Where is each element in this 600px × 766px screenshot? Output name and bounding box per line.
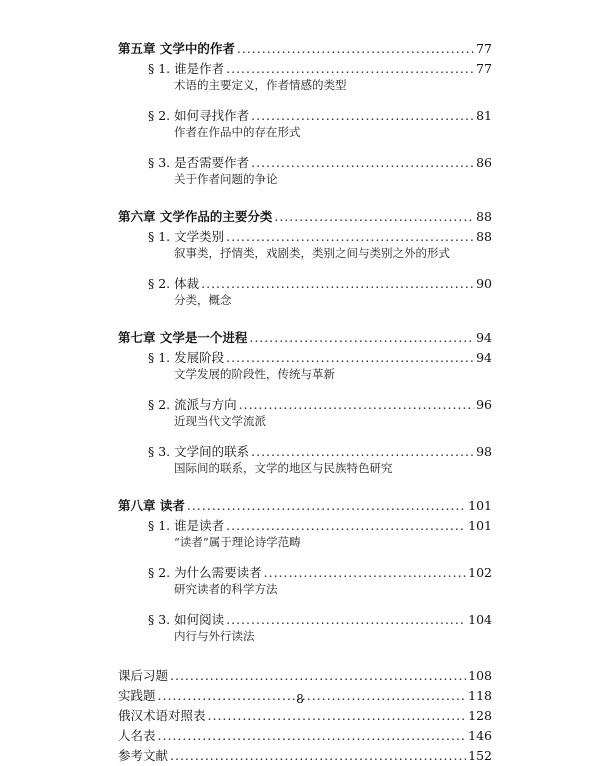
- dot-leader: [201, 275, 474, 292]
- entry-page: 118: [468, 688, 492, 703]
- entry-title: 参考文献: [118, 748, 169, 763]
- back-matter-entry[interactable]: [118, 746, 492, 766]
- section-description: 叙事类，抒情类，戏剧类，类别之间与类别之外的形式: [174, 246, 450, 260]
- entry-page: 108: [468, 668, 492, 683]
- section-title: § 3. 如何阅读: [148, 612, 225, 627]
- chapter-title: 第八章 读者: [118, 498, 185, 513]
- section-description: “读者”属于理论诗学范畴: [174, 535, 301, 549]
- section-description: 关于作者问题的争论: [174, 172, 278, 186]
- chapter-page: 88: [476, 209, 492, 224]
- dot-leader: [251, 443, 474, 460]
- table-of-contents: [118, 40, 492, 766]
- chapter-entry[interactable]: [118, 497, 492, 514]
- section-page: 98: [476, 444, 492, 459]
- page-number: 8: [296, 692, 304, 706]
- section-entry[interactable]: [118, 275, 492, 292]
- section-title: § 2. 流派与方向: [148, 397, 237, 412]
- dot-leader: [208, 706, 467, 726]
- dot-leader: [170, 746, 466, 766]
- section-title: § 1. 谁是作者: [148, 61, 225, 76]
- section-title: § 2. 体裁: [148, 276, 200, 291]
- dot-leader: [226, 611, 466, 628]
- section-page: 104: [468, 612, 492, 627]
- dot-leader: [226, 349, 474, 366]
- chapter-entry[interactable]: [118, 329, 492, 346]
- section-entry[interactable]: [118, 107, 492, 124]
- chapter-entry[interactable]: [118, 208, 492, 225]
- section-entry[interactable]: [118, 60, 492, 77]
- chapter-title: 第七章 文学是一个进程: [118, 330, 248, 345]
- section-title: § 1. 发展阶段: [148, 350, 225, 365]
- chapter-block: [118, 329, 492, 476]
- section-description: 国际间的联系，文学的地区与民族特色研究: [174, 461, 393, 475]
- section-page: 101: [468, 518, 492, 533]
- section-description: 术语的主要定义，作者情感的类型: [174, 78, 347, 92]
- section-entry[interactable]: [118, 396, 492, 413]
- section-entry[interactable]: [118, 228, 492, 245]
- section-entry[interactable]: [118, 564, 492, 581]
- chapter-entry[interactable]: [118, 40, 492, 57]
- back-matter: [118, 666, 492, 766]
- dot-leader: [251, 107, 474, 124]
- section-page: 102: [468, 565, 492, 580]
- dot-leader: [237, 40, 474, 57]
- section-entry[interactable]: [118, 443, 492, 460]
- section-title: § 3. 是否需要作者: [148, 155, 250, 170]
- section-description: 文学发展的阶段性，传统与革新: [174, 367, 335, 381]
- section-title: § 1. 文学类别: [148, 229, 225, 244]
- chapter-block: [118, 497, 492, 644]
- section-page: 88: [476, 229, 492, 244]
- dot-leader: [249, 329, 474, 346]
- section-entry[interactable]: [118, 517, 492, 534]
- section-entry[interactable]: [118, 349, 492, 366]
- section-entry[interactable]: [118, 154, 492, 171]
- section-title: § 2. 如何寻找作者: [148, 108, 250, 123]
- section-entry[interactable]: [118, 611, 492, 628]
- dot-leader: [226, 228, 474, 245]
- chapter-page: 94: [476, 330, 492, 345]
- dot-leader: [264, 564, 467, 581]
- section-description: 近现当代文学流派: [174, 414, 266, 428]
- dot-leader: [251, 154, 474, 171]
- back-matter-entry[interactable]: [118, 726, 492, 746]
- section-description: 内行与外行读法: [174, 629, 255, 643]
- section-page: 94: [476, 350, 492, 365]
- dot-leader: [239, 396, 474, 413]
- entry-title: 人名表: [118, 728, 156, 743]
- dot-leader: [226, 60, 474, 77]
- entry-title: 课后习题: [118, 668, 169, 683]
- entry-title: 实践题: [118, 688, 156, 703]
- chapter-title: 第六章 文学作品的主要分类: [118, 209, 273, 224]
- chapter-block: [118, 208, 492, 308]
- chapter-page: 77: [476, 41, 492, 56]
- section-page: 86: [476, 155, 492, 170]
- section-description: 分类，概念: [174, 293, 232, 307]
- dot-leader: [158, 726, 467, 746]
- section-description: 作者在作品中的存在形式: [174, 125, 301, 139]
- chapter-title: 第五章 文学中的作者: [118, 41, 235, 56]
- section-page: 77: [476, 61, 492, 76]
- entry-page: 146: [468, 728, 492, 743]
- section-page: 90: [476, 276, 492, 291]
- section-page: 96: [476, 397, 492, 412]
- section-title: § 3. 文学间的联系: [148, 444, 250, 459]
- dot-leader: [187, 497, 466, 514]
- back-matter-entry[interactable]: [118, 706, 492, 726]
- entry-title: 俄汉术语对照表: [118, 708, 206, 723]
- chapter-page: 101: [468, 498, 492, 513]
- dot-leader: [170, 666, 466, 686]
- chapter-block: [118, 40, 492, 187]
- dot-leader: [274, 208, 474, 225]
- section-title: § 1. 谁是读者: [148, 518, 225, 533]
- section-title: § 2. 为什么需要读者: [148, 565, 262, 580]
- entry-page: 128: [468, 708, 492, 723]
- dot-leader: [226, 517, 466, 534]
- back-matter-entry[interactable]: [118, 666, 492, 686]
- section-description: 研究读者的科学方法: [174, 582, 278, 596]
- entry-page: 152: [468, 748, 492, 763]
- section-page: 81: [476, 108, 492, 123]
